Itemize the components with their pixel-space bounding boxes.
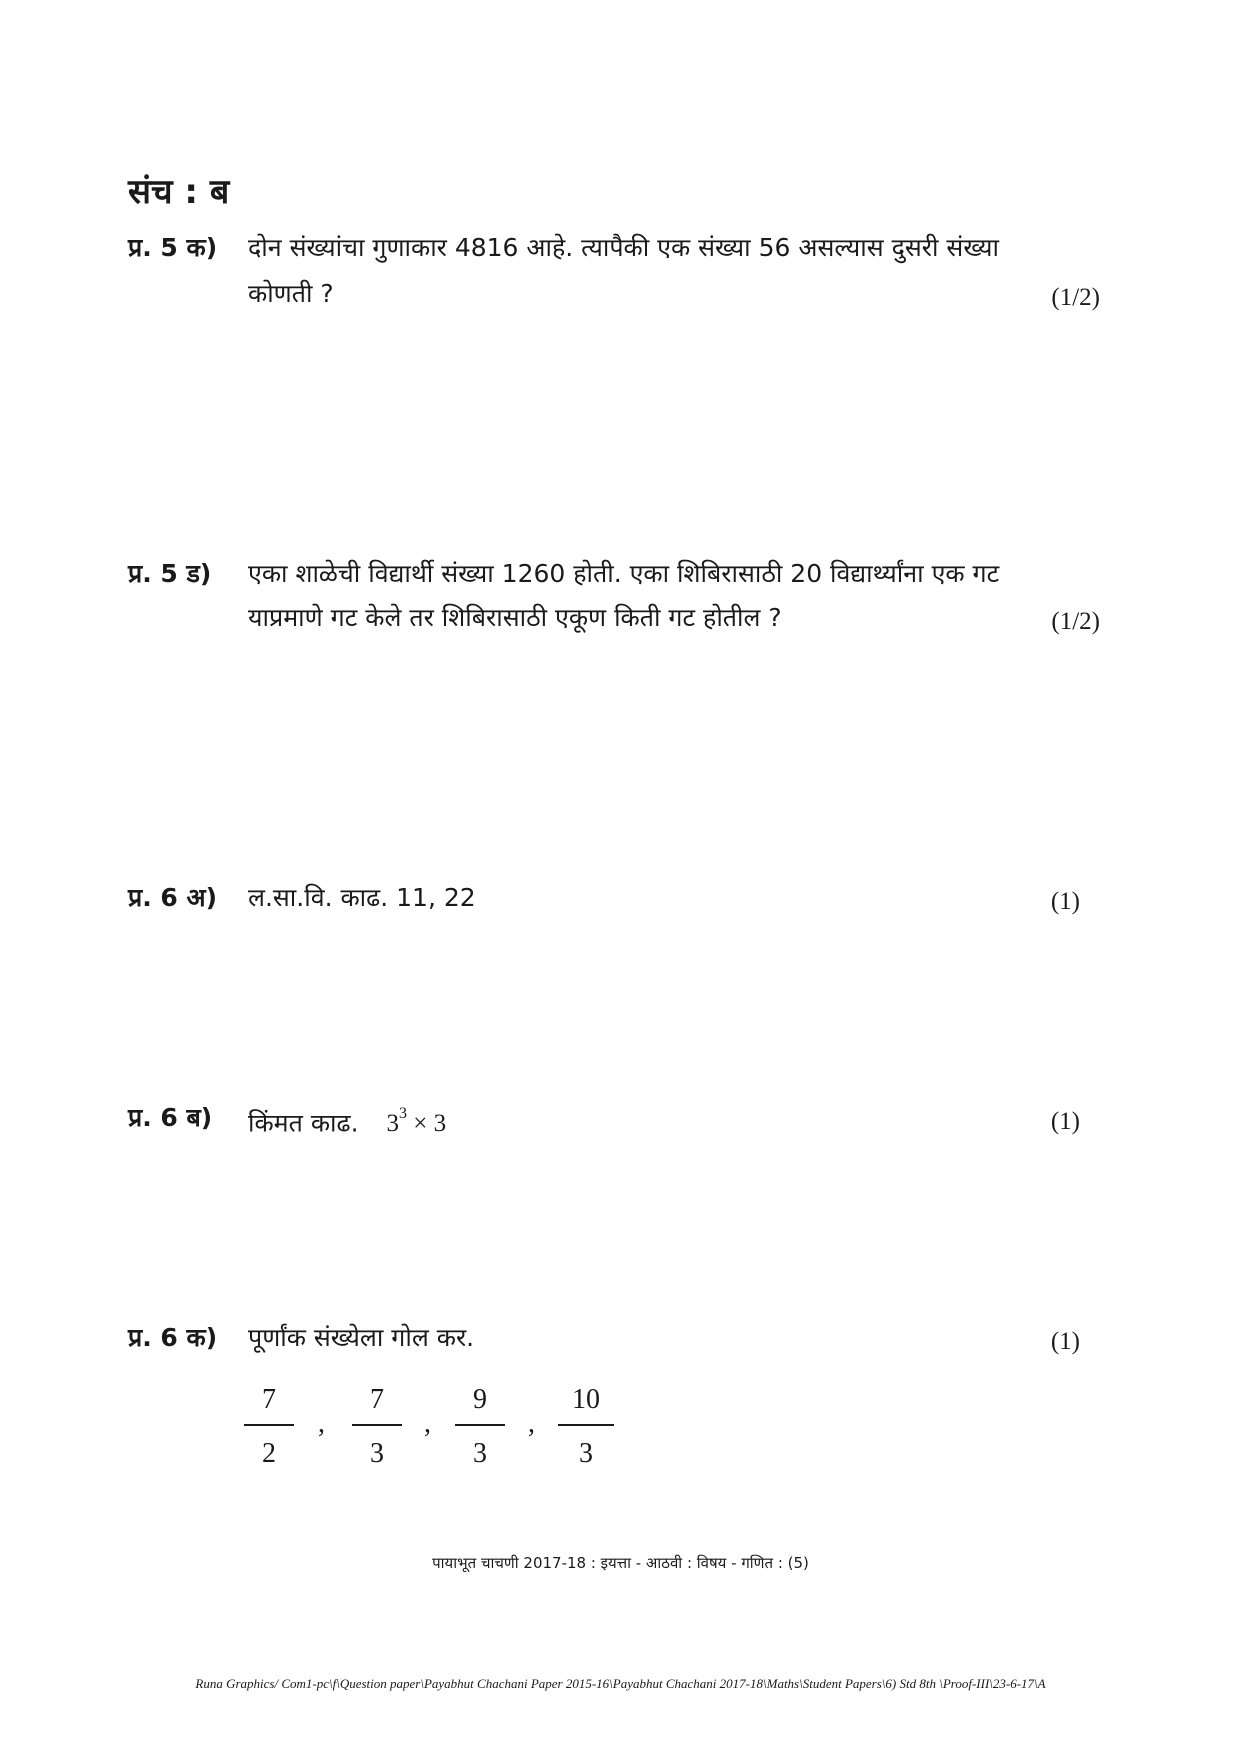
fraction-3-bar — [455, 1424, 505, 1426]
question-5k-label: प्र. 5 क) — [128, 233, 218, 262]
fraction-4[interactable] — [558, 1382, 614, 1472]
multiply-operator: × — [413, 1110, 428, 1138]
question-6k-marks: (1) — [1050, 1328, 1080, 1355]
question-6k-text: पूर्णांक संख्येला गोल कर. — [248, 1323, 475, 1352]
fraction-separator: , — [318, 1408, 325, 1439]
question-6b-text — [248, 1100, 446, 1142]
power-base: 3 — [386, 1110, 399, 1138]
question-5k-marks: (1/2) — [1051, 284, 1100, 311]
set-title: संच : ब — [128, 172, 230, 212]
fraction-separator: , — [424, 1408, 431, 1439]
fraction-4-bar — [558, 1424, 614, 1426]
question-5d-marks: (1/2) — [1051, 608, 1100, 635]
multiply-operand: 3 — [433, 1110, 447, 1138]
fraction-4-denominator: 3 — [579, 1438, 593, 1469]
fraction-1-denominator: 2 — [262, 1438, 276, 1469]
question-5k-line-2: कोणती ? — [248, 279, 334, 308]
question-5k-line-1: दोन संख्यांचा गुणाकार 4816 आहे. त्यापैकी एक संख्या 56 असल्यास दुसरी संख्या — [248, 233, 999, 262]
question-6a-label: प्र. 6 अ) — [128, 883, 218, 912]
fraction-2-denominator: 3 — [370, 1438, 384, 1469]
fraction-2-numerator: 7 — [370, 1384, 384, 1415]
page-footer: पायाभूत चाचणी 2017-18 : इयत्ता - आठवी : विषय - गणित : (5) — [432, 1554, 809, 1572]
fraction-1[interactable] — [244, 1382, 294, 1472]
question-6b-label: प्र. 6 ब) — [128, 1103, 213, 1132]
question-6b-instruction: किंमत काढ. — [248, 1108, 359, 1138]
question-6b-marks: (1) — [1050, 1108, 1080, 1135]
question-6k-label: प्र. 6 क) — [128, 1323, 218, 1352]
question-6a-text: ल.सा.वि. काढ. 11, 22 — [248, 883, 476, 912]
question-5d-line-2: याप्रमाणे गट केले तर शिबिरासाठी एकूण किती गट होतील ? — [248, 603, 782, 632]
fraction-3-denominator: 3 — [473, 1438, 487, 1469]
fraction-4-numerator: 10 — [572, 1384, 600, 1415]
fraction-3[interactable] — [455, 1382, 505, 1472]
fraction-1-numerator: 7 — [262, 1384, 276, 1415]
power-expression — [386, 1105, 447, 1138]
fraction-3-numerator: 9 — [473, 1384, 487, 1415]
question-5d-line-1: एका शाळेची विद्यार्थी संख्या 1260 होती. एका शिबिरासाठी 20 विद्यार्थ्यांना एक गट — [248, 559, 1000, 588]
fraction-1-bar — [244, 1424, 294, 1426]
fraction-2-bar — [352, 1424, 402, 1426]
fraction-separator: , — [528, 1408, 535, 1439]
question-5d-label: प्र. 5 ड) — [128, 559, 212, 588]
power-exponent: 3 — [398, 1105, 407, 1122]
question-6a-marks: (1) — [1050, 888, 1080, 915]
file-path-footer: Runa Graphics/ Com1-pc\f\Question paper\Payabhut Chachani Paper 2015-16\Payabhut Chachani 2017-18\Maths\Student Papers\6) Std 8th \Proof-III\23-6-17\A — [195, 1676, 1046, 1691]
fraction-2[interactable] — [352, 1382, 402, 1472]
